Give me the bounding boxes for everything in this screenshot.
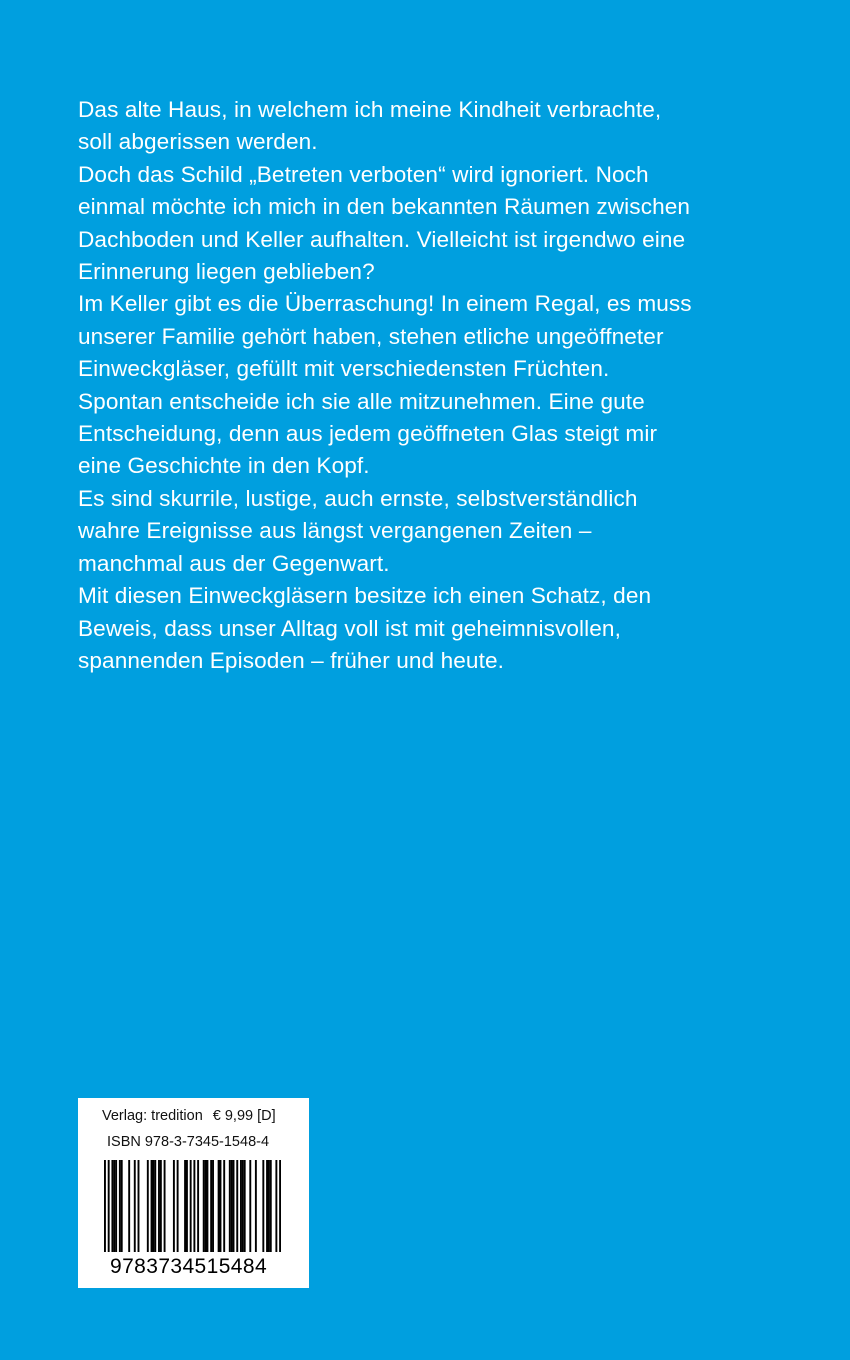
barcode-bar xyxy=(108,1160,110,1252)
blurb-line: Spontan entscheide ich sie alle mitzunehmen. Eine gute xyxy=(78,388,645,414)
blurb-line: Es sind skurrile, lustige, auch ernste, selbstverständlich xyxy=(78,485,638,511)
blurb-line: Beweis, dass unser Alltag voll ist mit geheimnisvollen, xyxy=(78,615,621,641)
barcode-bar xyxy=(203,1160,205,1252)
barcode-bar xyxy=(197,1160,199,1252)
barcode-bar xyxy=(151,1160,153,1252)
blurb-line: wahre Ereignisse aus längst vergangenen Zeiten – xyxy=(78,518,592,544)
barcode-bar xyxy=(244,1160,246,1252)
blurb-line: unserer Familie gehört haben, stehen etliche ungeöffneter xyxy=(78,323,664,349)
barcode-bar xyxy=(262,1160,264,1252)
blurb-line: manchmal aus der Gegenwart. xyxy=(78,550,390,576)
barcode-bar xyxy=(249,1160,251,1252)
barcode-bar xyxy=(113,1160,115,1252)
barcode-bar xyxy=(160,1160,162,1252)
barcode-bar xyxy=(223,1160,225,1252)
barcode-bar xyxy=(152,1160,154,1252)
barcode-bar xyxy=(210,1160,212,1252)
barcode-bar xyxy=(236,1160,238,1252)
barcode-bar xyxy=(205,1160,207,1252)
barcode-digits: 9783734515484 xyxy=(110,1255,268,1278)
blurb-line: spannenden Episoden – früher und heute. xyxy=(78,647,504,673)
blurb-line: Erinnerung liegen geblieben? xyxy=(78,259,375,285)
blurb-line: Das alte Haus, in welchem ich meine Kindheit verbrachte, xyxy=(78,97,662,122)
blurb-line: einmal möchte ich mich in den bekannten Räumen zwischen xyxy=(78,194,691,220)
barcode-bar xyxy=(268,1160,270,1252)
barcode-bar xyxy=(218,1160,220,1252)
barcode-bar xyxy=(158,1160,160,1252)
blurb-line: eine Geschichte in den Kopf. xyxy=(78,453,370,479)
barcode-bar xyxy=(111,1160,113,1252)
barcode-bar xyxy=(184,1160,186,1252)
blurb-line: Entscheidung, denn aus jedem geöffneten Glas steigt mir xyxy=(78,421,658,447)
barcode-bar xyxy=(173,1160,175,1252)
barcode-bar xyxy=(266,1160,268,1252)
isbn-label xyxy=(78,1098,309,1288)
barcode-bar xyxy=(206,1160,208,1252)
publisher-price-row xyxy=(102,1108,276,1124)
price-text: € 9,99 [D] xyxy=(212,1108,276,1124)
barcode-bar xyxy=(138,1160,140,1252)
barcode-bar xyxy=(186,1160,188,1252)
barcode-bar xyxy=(270,1160,272,1252)
barcode-icon xyxy=(104,1160,281,1252)
blurb-line: soll abgerissen werden. xyxy=(78,129,318,155)
barcode-bar xyxy=(233,1160,235,1252)
barcode-bar xyxy=(240,1160,242,1252)
barcode-bar xyxy=(119,1160,121,1252)
barcode-bar xyxy=(229,1160,231,1252)
barcode-bar xyxy=(190,1160,192,1252)
blurb-line: Dachboden und Keller aufhalten. Vielleicht ist irgendwo eine xyxy=(78,226,686,252)
barcode-bar xyxy=(212,1160,214,1252)
barcode-bar xyxy=(177,1160,179,1252)
barcode-bar xyxy=(231,1160,233,1252)
barcode-bar xyxy=(147,1160,149,1252)
barcode-bar xyxy=(279,1160,281,1252)
blurb-line: Im Keller gibt es die Überraschung! In einem Regal, es muss xyxy=(78,291,692,317)
barcode-bar xyxy=(128,1160,130,1252)
barcode-bar xyxy=(220,1160,222,1252)
blurb-line: Mit diesen Einweckgläsern besitze ich einen Schatz, den xyxy=(78,583,652,609)
barcode-bar xyxy=(275,1160,277,1252)
isbn-text: ISBN 978-3-7345-1548-4 xyxy=(107,1134,270,1150)
barcode-bar xyxy=(115,1160,117,1252)
publisher-text: Verlag: tredition xyxy=(102,1108,203,1124)
barcode-bar xyxy=(121,1160,123,1252)
barcode-bar xyxy=(164,1160,166,1252)
barcode-bar xyxy=(104,1160,106,1252)
blurb-line: Einweckgläser, gefüllt mit verschiedensten Früchten. xyxy=(78,356,610,382)
blurb-line: Doch das Schild „Betreten verboten“ wird ignoriert. Noch xyxy=(78,161,649,187)
blurb-text xyxy=(78,94,798,677)
barcode-bar xyxy=(255,1160,257,1252)
barcode-bar xyxy=(242,1160,244,1252)
barcode-bar xyxy=(154,1160,156,1252)
barcode-bar xyxy=(134,1160,136,1252)
barcode-bar xyxy=(193,1160,195,1252)
